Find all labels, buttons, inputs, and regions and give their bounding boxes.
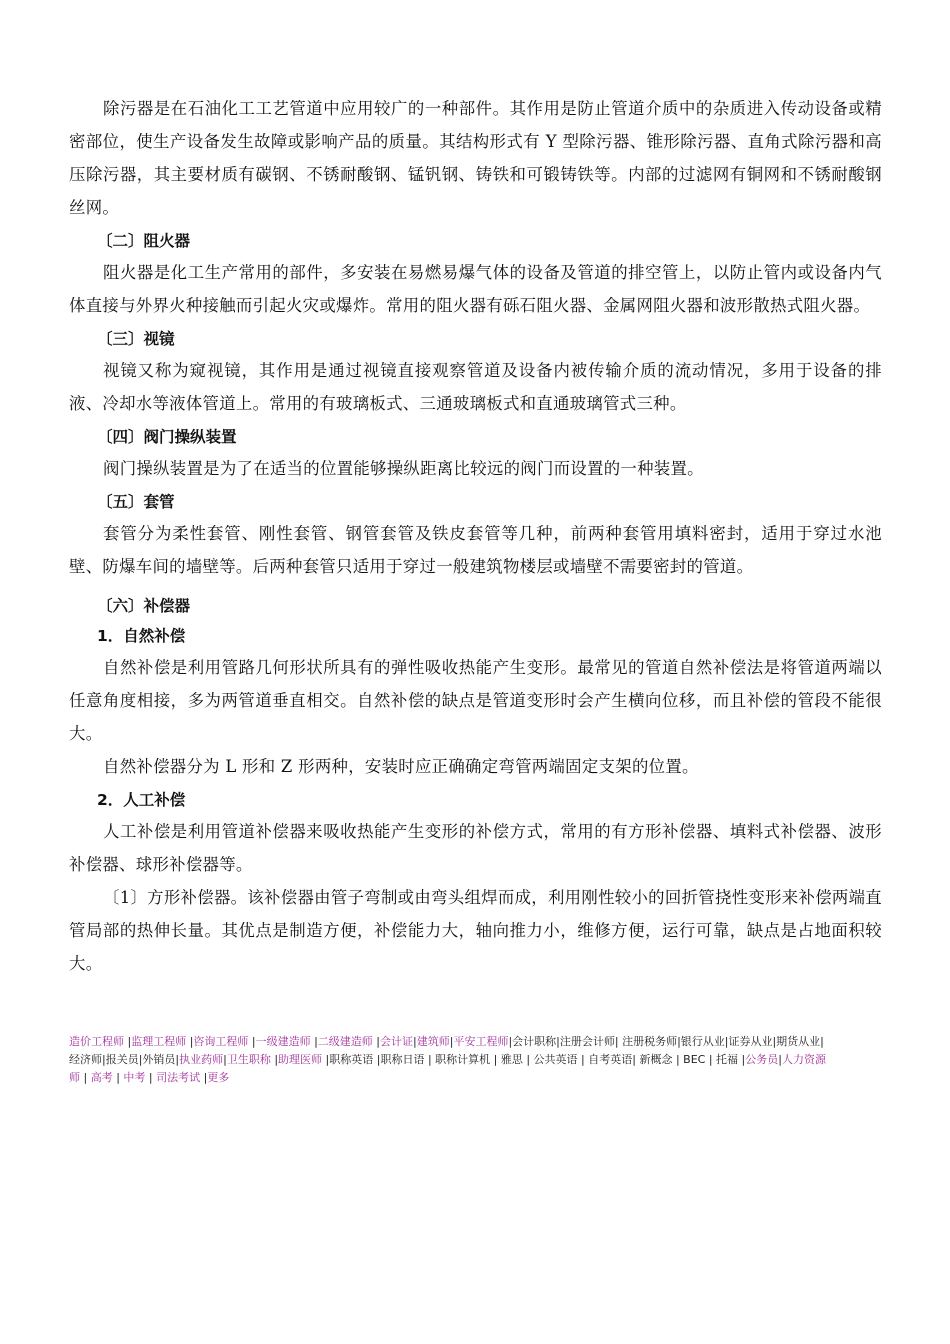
footer-link[interactable]: 会计证 <box>380 1035 414 1048</box>
footer-link[interactable]: 一级建造师 <box>255 1035 311 1048</box>
footer-separator: | <box>778 1053 782 1066</box>
footer-link[interactable]: 建筑师 <box>416 1035 450 1048</box>
footer-link[interactable]: 司法考试 <box>156 1071 201 1084</box>
footer-separator: 职称日语 | 职称计算机 | 雅思 | 公共英语 | 自考英语| 新概念 | BEC | 托福 | <box>380 1053 746 1066</box>
footer-link[interactable]: 高考 <box>90 1071 113 1084</box>
footer-link[interactable]: 助理医师 <box>278 1053 323 1066</box>
footer-separator: | <box>80 1071 91 1084</box>
footer-link[interactable]: 更多 <box>207 1071 230 1084</box>
footer-link[interactable]: 咨询工程师 <box>193 1035 249 1048</box>
footer-separator: | <box>112 1071 124 1084</box>
footer-separator: | <box>310 1035 318 1048</box>
footer-link[interactable]: 人力资源师 <box>69 1053 826 1084</box>
paragraph-intro: 除污器是在石油化工工艺管道中应用较广的一种部件。其作用是防止管道介质中的杂质进入传动设备或精密部位，使生产设备发生故障或影响产品的质量。其结构形式有 Y 型除污器、锥形除污器、直角式除污器和高压除污器，其主要材质有碳钢、不锈耐酸钢、锰钒钢、铸铁和可锻铸铁等。内部的过滤网有铜网和不锈耐酸钢丝网。 <box>69 99 882 217</box>
footer-link[interactable]: 公务员 <box>745 1053 779 1066</box>
heading-flame-arrester: 〔二〕阻火器 <box>97 232 191 250</box>
footer-exam-links <box>69 1033 829 1087</box>
footer-link[interactable]: 卫生职称 <box>226 1053 271 1066</box>
paragraph-natural-compensation: 自然补偿是利用管路几何形状所具有的弹性吸收热能产生变形。最常见的管道自然补偿法是将管道两端以任意角度相接，多为两管道垂直相交。自然补偿的缺点是管道变形时会产生横向位移，而且补偿的管段不能很大。 <box>69 658 882 743</box>
paragraph-sight-glass: 视镜又称为窥视镜，其作用是通过视镜直接观察管道及设备内被传输介质的流动情况，多用于设备的排液、冷却水等液体管道上。常用的有玻璃板式、三通玻璃板式和直通玻璃管式三种。 <box>69 361 882 413</box>
footer-separator: | <box>145 1071 157 1084</box>
paragraph-square-compensator: 〔1〕方形补偿器。该补偿器由管子弯制或由弯头组焊而成，利用刚性较小的回折管挠性变形来补偿两端直管局部的热伸长量。其优点是制造方便，补偿能力大，轴向推力小，维修方便，运行可靠，缺点是占地面积较大。 <box>69 888 882 973</box>
footer-separator: | <box>248 1035 256 1048</box>
paragraph-artificial-compensation: 人工补偿是利用管道补偿器来吸收热能产生变形的补偿方式，常用的有方形补偿器、填料式补偿器、波形补偿器、球形补偿器等。 <box>69 822 882 874</box>
footer-separator: | <box>449 1035 454 1048</box>
footer-link[interactable]: 二级建造师 <box>317 1035 373 1048</box>
heading-valve-operator: 〔四〕阀门操纵装置 <box>97 428 237 446</box>
paragraph-sleeve: 套管分为柔性套管、刚性套管、钢管套管及铁皮套管等几种，前两种套管用填料密封，适用于穿过水池壁、防爆车间的墙壁等。后两种套管只适用于穿过一般建筑物楼层或墙壁不需要密封的管道。 <box>69 524 882 576</box>
footer-link[interactable]: 执业药师 <box>179 1053 224 1066</box>
heading-compensator: 〔六〕补偿器 <box>97 597 191 615</box>
footer-separator: | <box>413 1035 417 1048</box>
footer-separator: | <box>186 1035 194 1048</box>
footer-separator: | <box>200 1071 208 1084</box>
footer-link[interactable]: 平安工程师 <box>453 1035 509 1048</box>
footer-link[interactable]: 中考 <box>123 1071 146 1084</box>
footer-link[interactable]: 监理工程师 <box>131 1035 187 1048</box>
heading-natural-compensation: 1．自然补偿 <box>97 627 186 645</box>
paragraph-natural-compensator-types: 自然补偿器分为 L 形和 Z 形两种，安装时应正确确定弯管两端固定支架的位置。 <box>103 757 699 776</box>
footer-separator: |会计职称|注册会计师| 注册税务师|银行从业|证券从业|期货从业|经济师|报关员|外销员| <box>69 1035 824 1066</box>
footer-separator: | <box>372 1035 381 1048</box>
footer-separator: | <box>223 1053 227 1066</box>
footer-separator: | <box>124 1035 132 1048</box>
paragraph-flame-arrester: 阻火器是化工生产常用的部件，多安装在易燃易爆气体的设备及管道的排空管上，以防止管内或设备内气体直接与外界火种接触而引起火灾或爆炸。常用的阻火器有砾石阻火器、金属网阻火器和波形散热式阻火器。 <box>69 263 882 315</box>
heading-sleeve: 〔五〕套管 <box>97 493 175 511</box>
paragraph-valve-operator: 阀门操纵装置是为了在适当的位置能够操纵距离比较远的阀门而设置的一种装置。 <box>103 459 704 478</box>
heading-artificial-compensation: 2．人工补偿 <box>97 791 186 809</box>
footer-separator: | <box>270 1053 279 1066</box>
footer-link[interactable]: 造价工程师 <box>69 1035 124 1048</box>
heading-sight-glass: 〔三〕视镜 <box>97 330 175 348</box>
document-body <box>69 92 882 980</box>
footer-separator: |职称英语 | <box>322 1053 381 1066</box>
